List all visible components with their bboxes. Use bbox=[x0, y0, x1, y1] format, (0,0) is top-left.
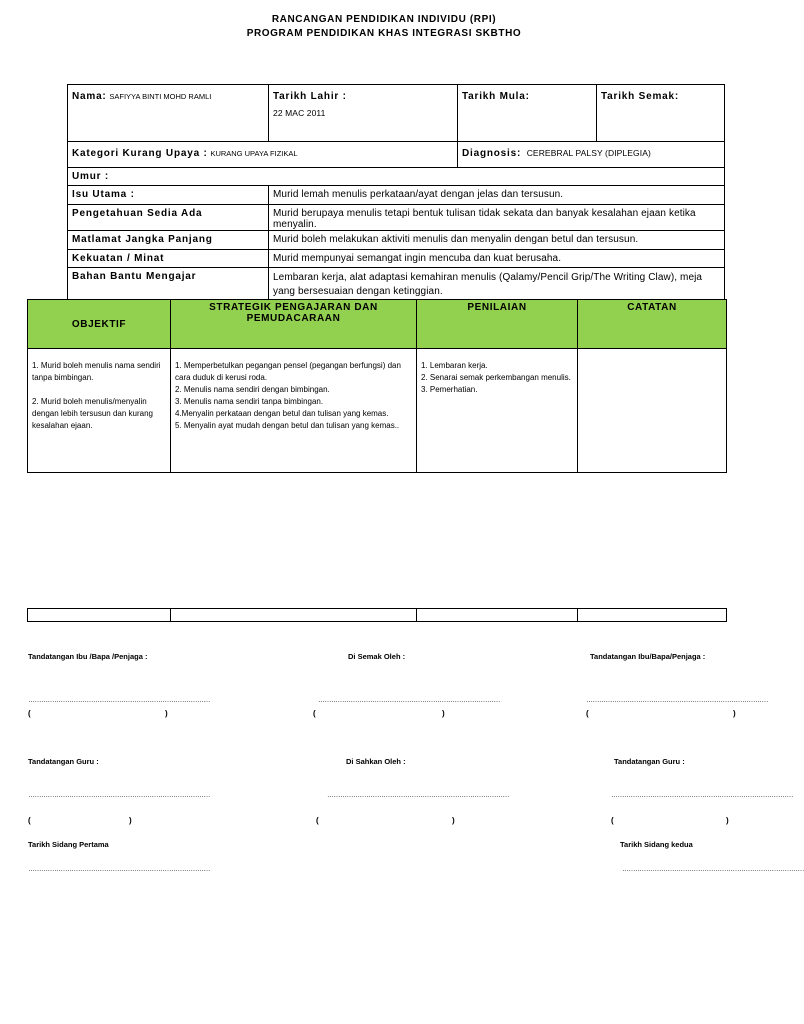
empty-cell bbox=[28, 609, 171, 622]
paren-close: ) bbox=[165, 709, 168, 718]
header-penilaian bbox=[417, 300, 578, 349]
header-strategik bbox=[171, 300, 417, 349]
kategori-cell bbox=[68, 142, 458, 168]
penilaian-item: 2. Senarai semak perkembangan menulis. bbox=[421, 373, 571, 382]
catatan-cell bbox=[578, 349, 727, 473]
header-objektif bbox=[28, 300, 171, 349]
signature-dotted-line: ………………………………………………………………………… bbox=[327, 792, 509, 799]
matlamat-value: Murid boleh melakukan aktiviti menulis dan menyalin dengan betul dan tersusun. bbox=[269, 231, 725, 250]
objektif-item: 2. Murid boleh menulis/menyalin dengan lebih tersusun dan kurang kesalahan ejaan. bbox=[32, 397, 153, 430]
matlamat-label: Matlamat Jangka Panjang bbox=[68, 231, 269, 250]
tarikh-semak-label: Tarikh Semak: bbox=[601, 91, 680, 102]
paren-close: ) bbox=[442, 709, 445, 718]
strategik-item: 5. Menyalin ayat mudah dengan betul dan tulisan yang kemas.. bbox=[175, 421, 400, 430]
objektif-item: 1. Murid boleh menulis nama sendiri tanpa bimbingan. bbox=[32, 361, 161, 382]
bahan-value: Lembaran kerja, alat adaptasi kemahiran menulis (Qalamy/Pencil Grip/The Writing Claw), meja yang bersesuaian dengan ketinggian. bbox=[269, 268, 725, 300]
header-strategik-label: STRATEGIK PENGAJARAN DAN PEMUDACARAAN bbox=[209, 302, 378, 324]
penilaian-item: 1. Lembaran kerja. bbox=[421, 361, 488, 370]
nama-value: SAFIYYA BINTI MOHD RAMLI bbox=[109, 92, 212, 101]
kategori-label: Kategori Kurang Upaya : bbox=[72, 148, 208, 159]
empty-row-table bbox=[27, 608, 727, 622]
strategik-item: 3. Menulis nama sendiri tanpa bimbingan. bbox=[175, 397, 324, 406]
tarikh-sidang-pertama-label: Tarikh Sidang Pertama bbox=[28, 840, 109, 849]
penilaian-cell bbox=[417, 349, 578, 473]
tarikh-sidang-kedua-label: Tarikh Sidang kedua bbox=[620, 840, 693, 849]
ibu-bapa-signature-label-1: Tandatangan Ibu /Bapa /Penjaga : bbox=[28, 652, 148, 661]
header-catatan bbox=[578, 300, 727, 349]
diagnosis-value: CEREBRAL PALSY (DIPLEGIA) bbox=[526, 148, 651, 158]
tarikh-lahir-label: Tarikh Lahir : bbox=[273, 91, 347, 102]
kekuatan-value: Murid mempunyai semangat ingin mencuba dan kuat berusaha. bbox=[269, 250, 725, 268]
tarikh-semak-cell bbox=[597, 85, 725, 142]
signature-dotted-line: ………………………………………………………………………… bbox=[28, 697, 210, 704]
strategik-item: 4.Menyalin perkataan dengan betul dan tulisan yang kemas. bbox=[175, 409, 389, 418]
paren-close: ) bbox=[129, 816, 132, 825]
signature-dotted-line: ………………………………………………………………………… bbox=[611, 792, 793, 799]
header-catatan-label: CATATAN bbox=[627, 302, 677, 313]
tarikh-lahir-cell bbox=[269, 85, 458, 142]
umur-cell bbox=[68, 168, 725, 186]
empty-cell bbox=[578, 609, 727, 622]
isu-label: Isu Utama : bbox=[68, 186, 269, 205]
semak-label: Di Semak Oleh : bbox=[348, 652, 406, 661]
signature-dotted-line: ………………………………………………………………………… bbox=[28, 866, 210, 873]
bahan-label: Bahan Bantu Mengajar bbox=[68, 268, 269, 300]
signature-dotted-line: ………………………………………………………………………… bbox=[586, 697, 768, 704]
paren-open: ( bbox=[316, 816, 319, 825]
penilaian-item: 3. Pemerhatian. bbox=[421, 385, 478, 394]
paren-open: ( bbox=[28, 816, 31, 825]
diagnosis-label: Diagnosis: bbox=[462, 148, 522, 159]
empty-cell bbox=[417, 609, 578, 622]
paren-close: ) bbox=[733, 709, 736, 718]
paren-close: ) bbox=[452, 816, 455, 825]
tarikh-mula-cell bbox=[458, 85, 597, 142]
header-penilaian-label: PENILAIAN bbox=[467, 302, 527, 313]
paren-open: ( bbox=[313, 709, 316, 718]
strategik-cell bbox=[171, 349, 417, 473]
guru-signature-label-2: Tandatangan Guru : bbox=[614, 757, 685, 766]
paren-close: ) bbox=[726, 816, 729, 825]
tarikh-lahir-value: 22 MAC 2011 bbox=[273, 108, 326, 118]
pengetahuan-label: Pengetahuan Sedia Ada bbox=[68, 205, 269, 231]
nama-label: Nama: bbox=[72, 91, 107, 102]
diagnosis-cell bbox=[458, 142, 725, 168]
umur-label: Umur : bbox=[72, 171, 110, 182]
document-subtitle: PROGRAM PENDIDIKAN KHAS INTEGRASI SKBTHO bbox=[246, 28, 522, 39]
kategori-value: KURANG UPAYA FIZIKAL bbox=[210, 149, 298, 158]
signature-dotted-line: ………………………………………………………………………… bbox=[622, 866, 804, 873]
paren-open: ( bbox=[611, 816, 614, 825]
header-objektif-label: OBJEKTIF bbox=[71, 318, 127, 330]
sahkan-label: Di Sahkan Oleh : bbox=[346, 757, 406, 766]
paren-open: ( bbox=[28, 709, 31, 718]
signature-dotted-line: ………………………………………………………………………… bbox=[28, 792, 210, 799]
guru-signature-label-1: Tandatangan Guru : bbox=[28, 757, 99, 766]
strategik-item: 2. Menulis nama sendiri dengan bimbingan. bbox=[175, 385, 330, 394]
tarikh-mula-label: Tarikh Mula: bbox=[462, 91, 530, 102]
rpi-plan-table bbox=[27, 299, 727, 473]
document-title: RANCANGAN PENDIDIKAN INDIVIDU (RPI) bbox=[271, 14, 497, 25]
kekuatan-label: Kekuatan / Minat bbox=[68, 250, 269, 268]
strategik-item: 1. Memperbetulkan pegangan pensel (pegangan berfungsi) dan cara duduk di kerusi roda. bbox=[175, 361, 401, 382]
empty-cell bbox=[171, 609, 417, 622]
signature-dotted-line: ………………………………………………………………………… bbox=[318, 697, 500, 704]
paren-open: ( bbox=[586, 709, 589, 718]
objektif-cell bbox=[28, 349, 171, 473]
ibu-bapa-signature-label-2: Tandatangan Ibu/Bapa/Penjaga : bbox=[590, 652, 706, 661]
pengetahuan-value: Murid berupaya menulis tetapi bentuk tulisan tidak sekata dan banyak kesalahan ejaan ketika menyalin. bbox=[269, 205, 725, 231]
student-info-table bbox=[67, 84, 725, 300]
nama-cell bbox=[68, 85, 269, 142]
isu-value: Murid lemah menulis perkataan/ayat dengan jelas dan tersusun. bbox=[269, 186, 725, 205]
